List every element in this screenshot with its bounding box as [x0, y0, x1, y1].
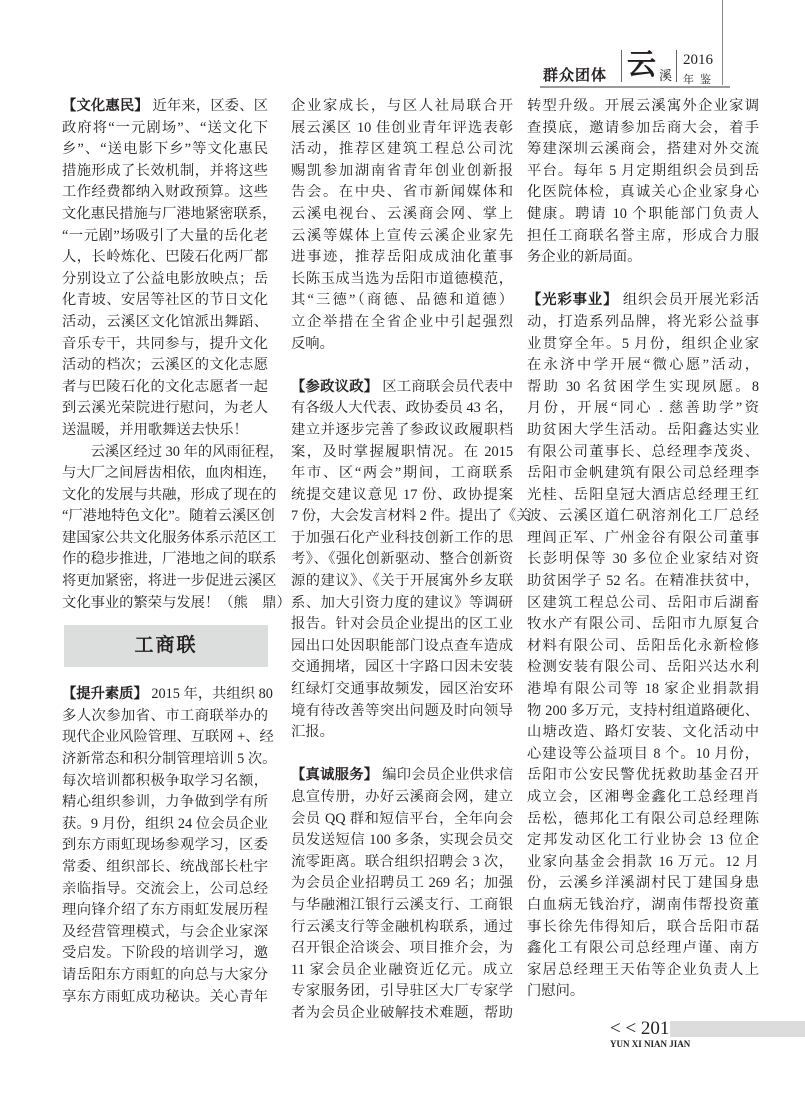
- logo-xi: 溪: [659, 68, 673, 83]
- line-text: 统提交建议意见 17 份、政协提案: [291, 486, 513, 503]
- line-text: 组织会员开展光彩活: [622, 292, 760, 309]
- text-line: [291, 398, 513, 420]
- line-text: 事长徐先伟得知后，联合岳阳市磊: [527, 918, 759, 935]
- text-line: [291, 334, 513, 356]
- line-text: 音乐专干，共同参与，提升文化: [62, 335, 268, 352]
- text-line: [527, 787, 759, 809]
- line-text: 者与巴陵石化的文化志愿者一起: [62, 378, 268, 395]
- footer-bar: [670, 1021, 805, 1037]
- text-line: [62, 269, 268, 291]
- text-line: [527, 420, 759, 442]
- line-text: 文化的发展与共融，形成了现在的: [62, 486, 277, 503]
- text-line: [62, 420, 268, 442]
- paragraph-heading: 【参政议政】: [291, 378, 379, 395]
- line-text: 与华融湘江银行云溪支行、工商银: [291, 896, 513, 913]
- paragraph: [291, 765, 513, 1024]
- text-line: [291, 506, 531, 528]
- line-text: 7 份，大会发言材料 2 件。提出了《关: [291, 508, 531, 525]
- line-text: 到云溪光荣院进行慰问，为老人: [62, 400, 268, 417]
- line-text: 措施形成了长效机制，并将这些: [62, 162, 268, 179]
- text-line: [291, 269, 513, 291]
- text-line: [527, 960, 759, 982]
- yearbook-year: 2016: [683, 52, 713, 68]
- line-text: 将更加紧密，将进一步促进云溪区: [62, 573, 277, 590]
- text-line: [527, 852, 759, 874]
- text-line: [527, 744, 759, 766]
- paragraph: [62, 684, 277, 1008]
- text-line: [527, 938, 759, 960]
- line-text: 编印会员企业供求信: [382, 767, 514, 784]
- line-text: 云溪等媒体上宣传云溪企业家先: [291, 227, 513, 244]
- text-line: [291, 787, 513, 809]
- line-text: 分别设立了公益电影放映点；岳: [62, 270, 268, 287]
- line-text: 多人次参加省、市工商联举办的: [62, 707, 268, 724]
- line-text: 召开银企洽谈会、项目推介会，为: [291, 940, 513, 957]
- line-text: 健康。聘请 10 个职能部门负责人: [527, 205, 759, 222]
- text-line: [62, 161, 268, 183]
- line-text: 2015 年，共组织 80: [151, 686, 273, 703]
- line-text: 家居总经理王天佑等企业负责人上: [527, 961, 759, 978]
- text-line: [527, 549, 759, 571]
- text-line: [62, 792, 268, 814]
- text-line: [62, 463, 277, 485]
- text-line: [62, 835, 268, 857]
- line-text: 业家向基金会捐款 16 万元。12 月: [527, 853, 759, 870]
- line-text: 化医院体检，真诚关心企业家身心: [527, 184, 759, 201]
- paragraph: [527, 96, 759, 269]
- line-text: 岳阳市金帆建筑有限公司总经理李: [527, 465, 759, 482]
- line-text: 活动，推荐区建筑工程总公司沈: [291, 141, 513, 158]
- text-column-2: [291, 96, 531, 1046]
- header-vertical-rule: [722, 0, 723, 85]
- line-text: 乡”、“送电影下乡”等文化惠民: [62, 141, 268, 158]
- text-line: [527, 247, 759, 269]
- paragraph: [527, 290, 759, 1003]
- line-text: 赐凯参加湖南省青年创业创新报: [291, 162, 513, 179]
- text-line: [291, 485, 513, 507]
- line-text: 作的稳步推进，厂港地之间的联系: [62, 551, 277, 568]
- line-text: 光桂、岳阳皇冠大酒店总经理王红: [527, 486, 759, 503]
- text-line: [291, 571, 513, 593]
- text-line: [62, 593, 291, 615]
- line-text: 区工商联会员代表中: [382, 378, 514, 395]
- text-line: [291, 701, 513, 723]
- text-line: [291, 765, 513, 787]
- text-line: [527, 593, 759, 615]
- text-line: [527, 636, 759, 658]
- text-line: [527, 765, 759, 787]
- line-text: 成立会，区湘粤金鑫化工总经理肖: [527, 789, 759, 805]
- text-line: [291, 96, 513, 118]
- line-text: 会员 QQ 群和短信平台，全年向会: [291, 810, 513, 827]
- text-line: [62, 312, 268, 334]
- text-line: [291, 657, 513, 679]
- text-line: [527, 182, 759, 204]
- text-line: [62, 549, 277, 571]
- text-line: [62, 442, 284, 464]
- line-text: 送温暖，并用歌舞送去快乐！: [62, 421, 248, 438]
- text-line: [527, 398, 759, 420]
- paragraph: [62, 96, 277, 442]
- text-line: [62, 334, 268, 356]
- text-line: [62, 355, 268, 377]
- text-line: [527, 830, 759, 852]
- paragraph: [62, 442, 291, 615]
- header-divider: [621, 50, 622, 82]
- line-text: 文化事业的繁荣与发展！（熊 鼎）: [62, 594, 291, 611]
- text-line: [527, 485, 759, 507]
- text-line: [291, 139, 513, 161]
- text-line: [527, 895, 759, 917]
- text-line: [527, 981, 759, 1003]
- text-line: [527, 528, 759, 550]
- text-line: [527, 442, 759, 464]
- text-line: [527, 701, 759, 723]
- section-name: 群众团体: [543, 66, 608, 84]
- yearbook-label: 年鉴: [683, 74, 717, 86]
- text-line: [291, 938, 513, 960]
- text-line: [62, 727, 274, 749]
- text-line: [291, 1003, 513, 1025]
- text-line: [527, 463, 759, 485]
- line-text: 11 家会员企业融资近亿元。成立: [291, 961, 513, 978]
- line-text: 于加强石化产业科技创新工作的思: [291, 529, 513, 546]
- line-text: 立企举措在全省企业中引起强烈: [291, 313, 513, 330]
- text-line: [527, 571, 759, 593]
- line-text: 精心组织参训，力争做到学有所: [62, 794, 268, 811]
- paragraph: [291, 377, 531, 744]
- text-line: [62, 182, 268, 204]
- text-line: [291, 636, 513, 658]
- text-line: [291, 981, 513, 1003]
- text-line: [291, 204, 513, 226]
- line-text: 人，长岭炼化、巴陵石化两厂都: [62, 249, 268, 266]
- text-line: [291, 161, 513, 183]
- text-line: [527, 722, 759, 744]
- text-line: [527, 679, 759, 701]
- line-text: 建立并逐步完善了参政议政履职档: [291, 421, 513, 438]
- text-line: [291, 528, 513, 550]
- line-text: 波、云溪区道仁矾溶剂化工厂总经: [527, 508, 759, 525]
- line-text: 请岳阳东方雨虹的向总与大家分: [62, 966, 268, 983]
- text-line: [291, 312, 513, 334]
- paragraph-heading: 【文化惠民】: [62, 98, 149, 114]
- line-text: 门慰问。: [527, 983, 585, 1000]
- line-text: 动，打造系列品牌，将光彩公益事: [527, 313, 759, 330]
- text-line: [527, 355, 759, 377]
- line-text: 为会员企业招聘员工 269 名；加强: [291, 875, 513, 892]
- line-text: 牧水产有限公司、岳阳市九原复合: [527, 616, 759, 633]
- line-text: 心建设等公益项目 8 个。10 月份，: [527, 745, 759, 762]
- text-line: [291, 420, 513, 442]
- text-line: [527, 204, 759, 226]
- paragraph-heading: 【真诚服务】: [291, 767, 379, 784]
- text-line: [62, 377, 268, 399]
- text-line: [527, 809, 759, 831]
- header-divider: [676, 50, 677, 82]
- paragraph: [291, 96, 513, 355]
- text-line: [291, 377, 513, 399]
- text-line: [527, 873, 759, 895]
- page-number: < < 201: [610, 1018, 670, 1039]
- line-text: 平台。每年 5 月定期组织会员到岳: [527, 162, 759, 179]
- text-line: [291, 463, 513, 485]
- line-text: 专家服务团，引导驻区大厂专家学: [291, 983, 513, 1000]
- line-text: 现代企业风险管理、互联网 +、经: [62, 729, 274, 746]
- line-text: 理闾正军、广州金谷有限公司董事: [527, 529, 759, 546]
- text-line: [291, 873, 513, 895]
- text-line: [291, 830, 513, 852]
- text-line: [527, 290, 759, 312]
- text-line: [527, 312, 759, 334]
- text-line: [62, 247, 268, 269]
- text-line: [62, 857, 268, 879]
- line-text: 材料有限公司、岳阳岳化永新检修: [527, 637, 759, 654]
- text-line: [527, 161, 759, 183]
- line-text: 云溪区经过 30 年的风雨征程，: [90, 443, 284, 460]
- text-line: [62, 922, 268, 944]
- text-line: [62, 139, 268, 161]
- text-line: [291, 614, 513, 636]
- line-text: 助贫困大学生活动。岳阳鑫达实业: [527, 421, 759, 438]
- line-text: 白血病无钱治疗，湖南伟帮投资董: [527, 896, 759, 913]
- line-text: 济新常态和积分制管理培训 5 次。: [62, 751, 277, 768]
- text-line: [291, 593, 513, 615]
- line-text: 境有待改善等突出问题及时向领导: [291, 702, 513, 719]
- line-text: 常委、组织部长、统战部长杜宇: [62, 859, 268, 875]
- line-text: 份，云溪乡洋溪湖村民丁建国身患: [527, 875, 759, 892]
- line-text: 务企业的新局面。: [527, 249, 642, 266]
- line-text: 源的建议》、《关于开展寓外乡友联: [291, 573, 513, 590]
- line-text: 活动，云溪区文化馆派出舞蹈、: [62, 313, 268, 330]
- line-text: 筹建深圳云溪商会，搭建对外交流: [527, 141, 759, 158]
- line-text: “厂港地特色文化”。随着云溪区创: [62, 508, 275, 525]
- line-text: 有限公司董事长、总经理李茂炎、: [527, 443, 759, 460]
- text-column-1: [62, 96, 291, 1030]
- line-text: 系、加大引资力度的建议》等调研: [291, 594, 513, 611]
- text-line: [527, 96, 759, 118]
- line-text: 政府将“一元剧场”、“送文化下: [62, 119, 268, 136]
- line-text: 在永济中学开展“微心愿”活动，: [527, 357, 759, 374]
- text-line: [62, 706, 268, 728]
- text-line: [62, 814, 268, 836]
- text-line: [291, 549, 513, 571]
- text-line: [62, 398, 268, 420]
- line-text: 展云溪区 10 佳创业青年评选表彰: [291, 119, 513, 136]
- line-text: 园出口处因职能部门设点查车造成: [291, 637, 513, 654]
- line-text: 业贯穿全年。5 月份，组织企业家: [527, 335, 759, 352]
- text-line: [62, 943, 268, 965]
- text-line: [527, 226, 759, 248]
- paragraph-heading: 【光彩事业】: [527, 292, 619, 309]
- text-line: [527, 118, 759, 140]
- text-line: [62, 485, 277, 507]
- text-line: [62, 226, 268, 248]
- text-line: [291, 290, 513, 312]
- line-text: 到东方雨虹现场参观学习，区委: [62, 837, 268, 854]
- text-line: [291, 118, 513, 140]
- line-text: 者为会员企业破解技术难题，帮助: [291, 1004, 513, 1021]
- line-text: 长陈玉成当选为岳阳市道德模范，: [291, 270, 513, 287]
- text-line: [527, 506, 759, 528]
- line-text: 文化惠民措施与厂港地紧密联系，: [62, 205, 277, 222]
- line-text: 转型升级。开展云溪寓外企业家调: [527, 98, 759, 114]
- line-text: 告会。在中央、省市新闻媒体和: [291, 184, 513, 201]
- text-line: [62, 118, 268, 140]
- text-line: [291, 226, 513, 248]
- line-text: 年市、区“两会”期间，工商联系: [291, 465, 513, 482]
- text-line: [62, 771, 268, 793]
- line-text: 近年来，区委、区: [152, 98, 269, 114]
- line-text: “一元剧”场吸引了大量的岳化老: [62, 227, 268, 244]
- text-line: [291, 895, 513, 917]
- text-line: [62, 965, 268, 987]
- line-text: 查摸底，邀请参加岳商大会，着手: [527, 119, 759, 136]
- text-line: [62, 528, 277, 550]
- line-text: 助贫困学子 52 名。在精准扶贫中，: [527, 573, 759, 590]
- line-text: 每次培训都积极争取学习名额，: [62, 772, 268, 789]
- text-line: [291, 679, 513, 701]
- text-line: [291, 247, 513, 269]
- paragraph-heading: 【提升素质】: [62, 686, 148, 703]
- line-text: 云溪电视台、云溪商会网、掌上: [291, 205, 513, 222]
- text-line: [62, 204, 277, 226]
- text-line: [527, 917, 759, 939]
- line-text: 有各级人大代表、政协委员 43 名，: [291, 400, 513, 417]
- text-line: [291, 809, 513, 831]
- text-line: [62, 900, 268, 922]
- text-line: [291, 182, 513, 204]
- line-text: 案，及时掌握履职情况。在 2015: [291, 443, 513, 460]
- line-text: 活动的档次；云溪区的文化志愿: [62, 357, 268, 374]
- line-text: 企业家成长，与区人社局联合开: [291, 98, 513, 114]
- text-line: [62, 684, 273, 706]
- line-text: 建国家公共文化服务体系示范区工: [62, 529, 277, 546]
- text-line: [527, 657, 759, 679]
- text-line: [62, 987, 268, 1009]
- line-text: 担任工商联名誉主席，形成合力服: [527, 227, 759, 244]
- line-text: 岳松，德邦化工有限公司总经理陈: [527, 810, 759, 827]
- line-text: 进事迹，推荐岳阳成成油化董事: [291, 249, 513, 266]
- line-text: 工作经费都纳入财政预算。这些: [62, 184, 268, 201]
- line-text: 鑫化工有限公司总经理卢谨、南方: [527, 940, 759, 957]
- text-line: [527, 377, 759, 399]
- text-line: [291, 722, 513, 744]
- footer-subtitle: YUN XI NIAN JIAN: [610, 1039, 691, 1049]
- text-line: [291, 960, 513, 982]
- line-text: 交通拥堵，园区十字路口因未安装: [291, 659, 513, 676]
- line-text: 息宣传册，办好云溪商会网，建立: [291, 789, 513, 805]
- line-text: 其“三德”（商德、品德和道德）: [291, 292, 513, 309]
- line-text: 及经营管理模式，与会企业家深: [62, 923, 268, 940]
- line-text: 化青坡、安居等社区的节日文化: [62, 292, 268, 309]
- line-text: 反响。: [291, 335, 334, 352]
- line-text: 山塘改造、路灯安装、文化活动中: [527, 724, 759, 741]
- line-text: 亲临指导。交流会上，公司总经: [62, 880, 268, 897]
- text-line: [291, 442, 513, 464]
- line-text: 享东方雨虹成功秘诀。关心青年: [62, 988, 268, 1005]
- line-text: 物 200 多万元，支持村组道路硬化、: [527, 702, 759, 719]
- line-text: 考》、《强化创新驱动、整合创新资: [291, 551, 513, 568]
- line-text: 流零距离。联合组织招聘会 3 次，: [291, 853, 513, 870]
- line-text: 理向锋介绍了东方雨虹发展历程: [62, 902, 268, 919]
- text-line: [62, 749, 277, 771]
- text-line: [62, 96, 268, 118]
- text-line: [62, 290, 268, 312]
- line-text: 获。9 月份，组织 24 位会员企业: [62, 815, 268, 832]
- text-line: [527, 139, 759, 161]
- text-line: [62, 506, 275, 528]
- line-text: 行云溪支行等金融机构联系，通过: [291, 918, 513, 935]
- text-line: [62, 879, 268, 901]
- line-text: 受启发。下阶段的培训学习，邀: [62, 945, 268, 962]
- text-line: [291, 852, 513, 874]
- line-text: 定邦发动区化工行业协会 13 位企: [527, 832, 759, 849]
- line-text: 报告。针对会员企业提出的区工业: [291, 616, 513, 633]
- line-text: 汇报。: [291, 724, 334, 741]
- text-line: [527, 334, 759, 356]
- section-title: 工商联: [64, 625, 268, 667]
- line-text: 月份，开展“同心 . 慈善助学”资: [527, 400, 759, 417]
- line-text: 岳阳市公安民警优抚救助基金召开: [527, 767, 759, 784]
- line-text: 员发送短信 100 多条，实现会员交: [291, 832, 513, 849]
- logo-yun: 云: [627, 49, 657, 81]
- text-line: [62, 571, 277, 593]
- line-text: 港埠有限公司等 18 家企业捐款捐: [527, 681, 759, 698]
- text-line: [291, 917, 513, 939]
- text-line: [527, 614, 759, 636]
- line-text: 长彭明保等 30 多位企业家结对资: [527, 551, 759, 568]
- line-text: 区建筑工程总公司、岳阳市后湖畜: [527, 594, 759, 611]
- line-text: 红绿灯交通事故频发，园区治安环: [291, 681, 513, 698]
- line-text: 帮助 30 名贫困学生实现夙愿。8: [527, 378, 759, 395]
- line-text: 与大厂之间唇齿相依，血肉相连，: [62, 465, 277, 482]
- line-text: 检测安装有限公司、岳阳兴达水利: [527, 659, 759, 676]
- text-column-3: [527, 96, 759, 1025]
